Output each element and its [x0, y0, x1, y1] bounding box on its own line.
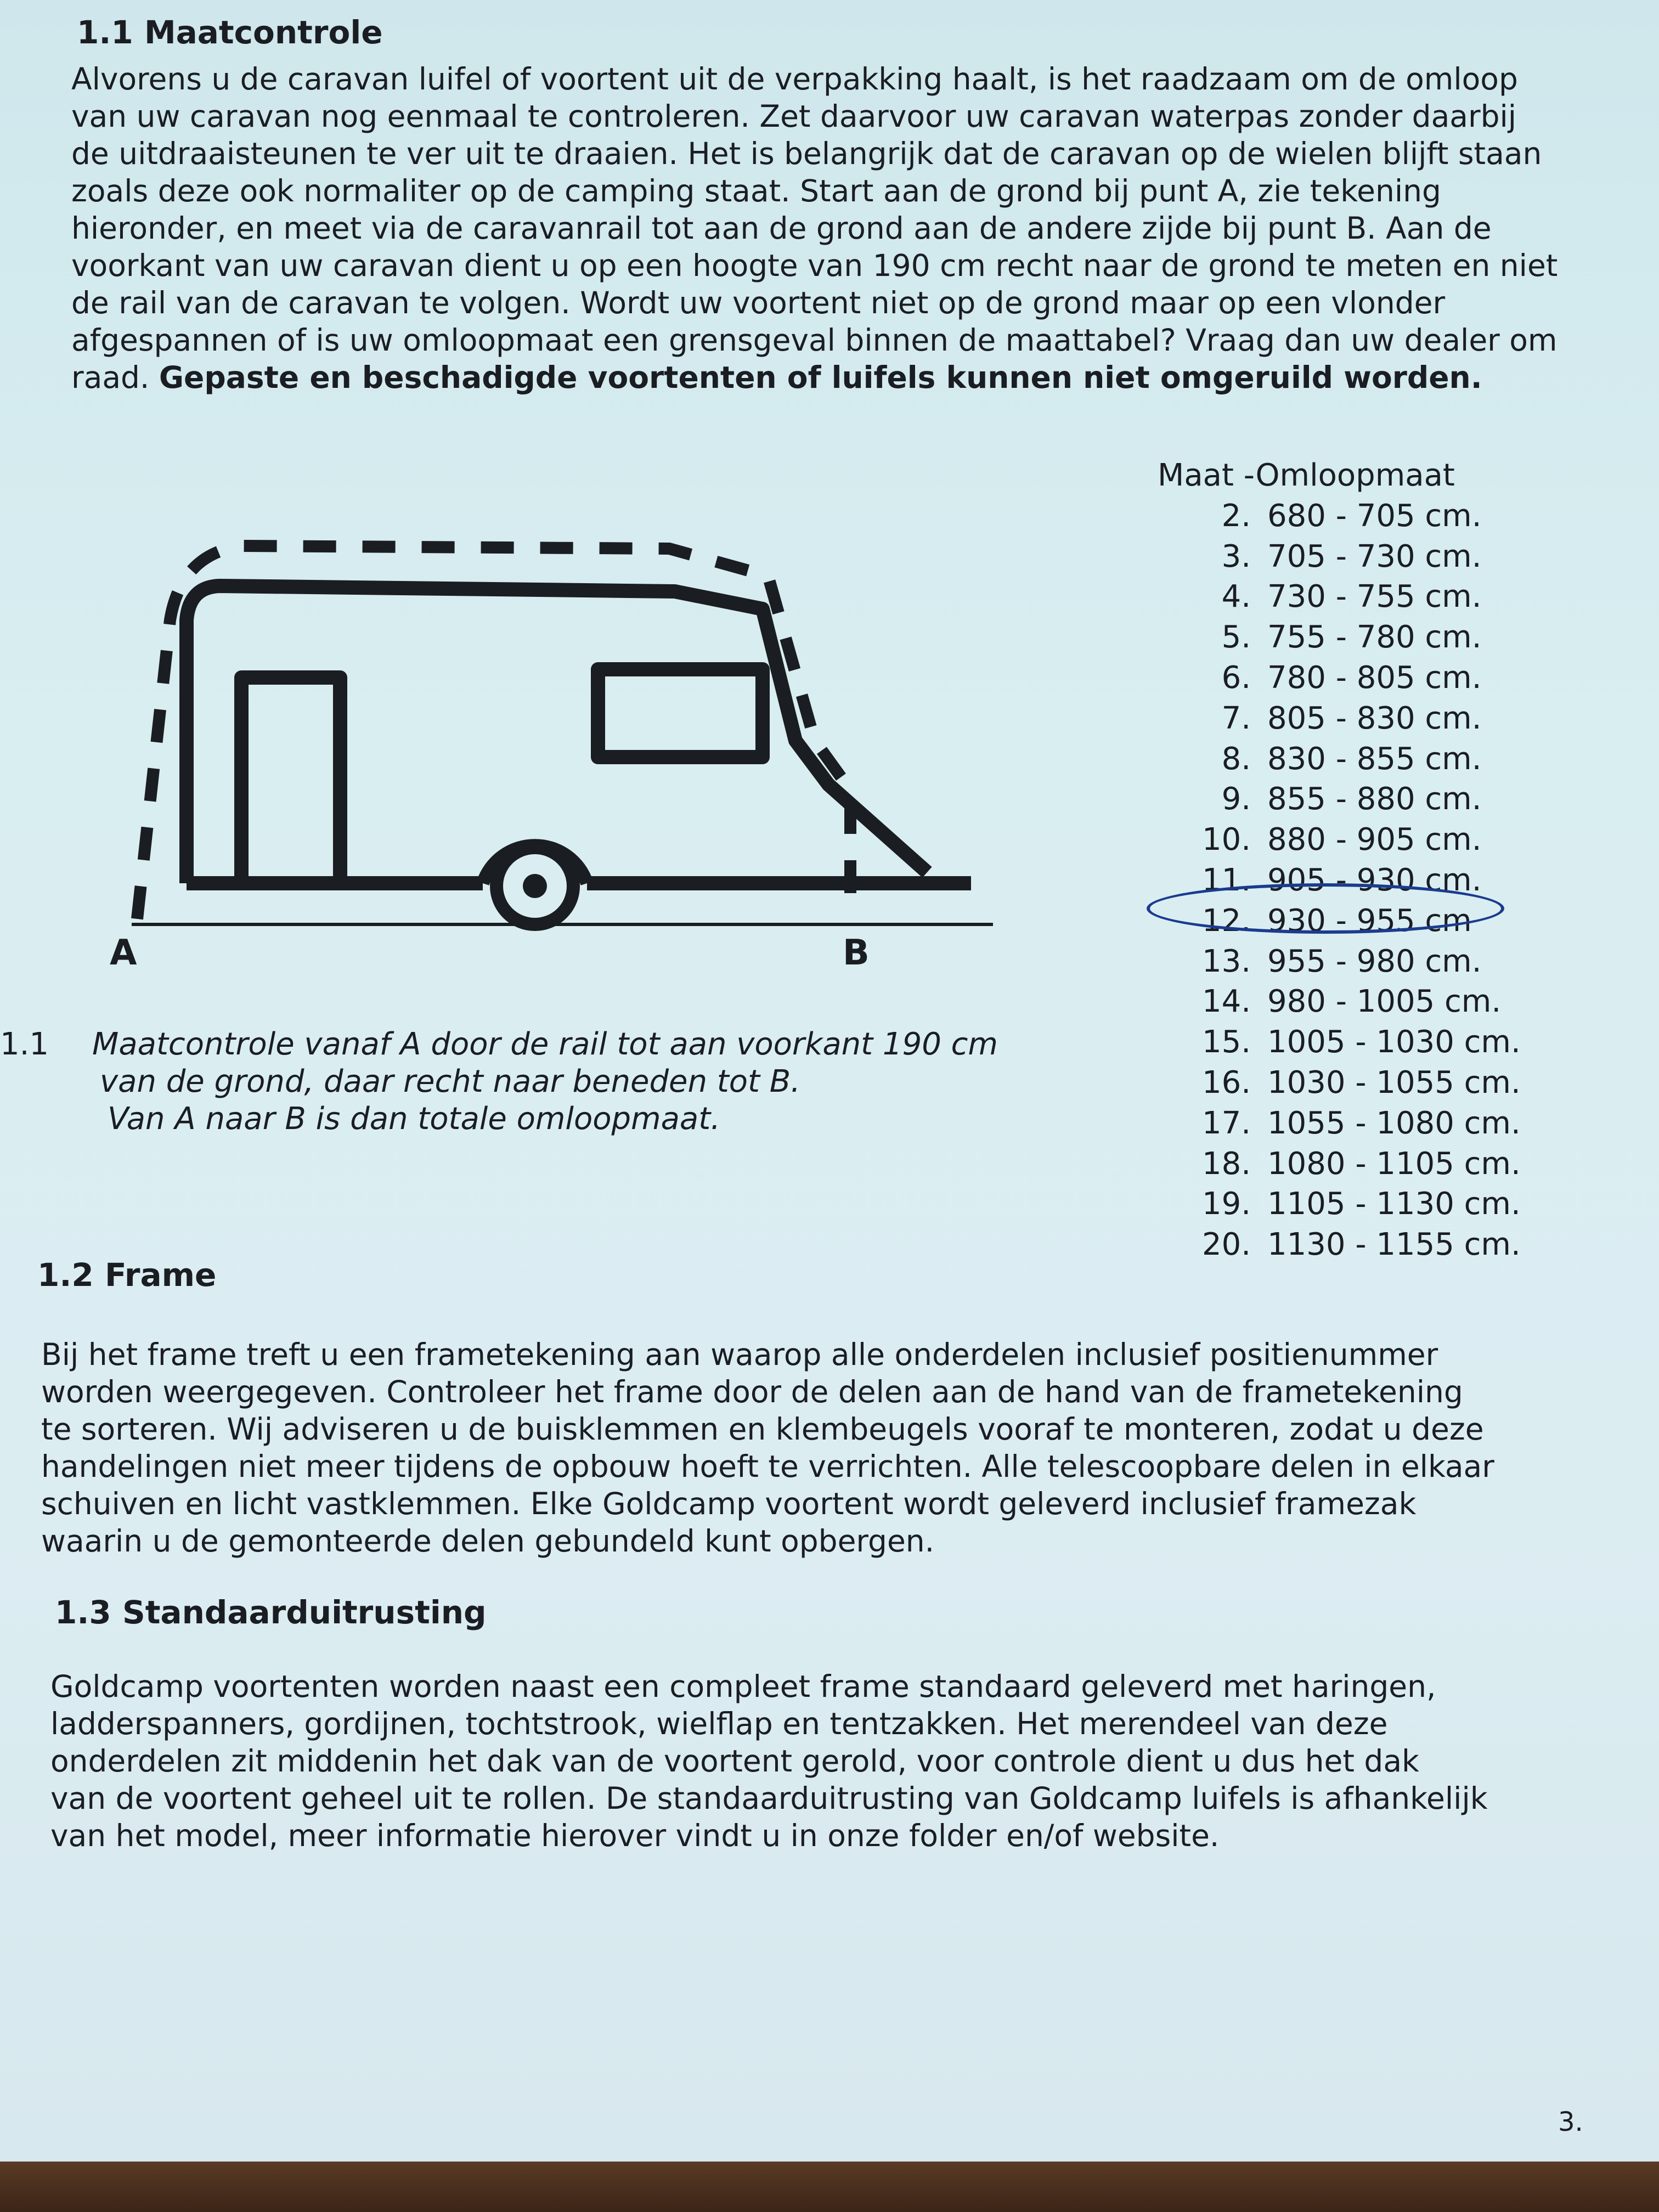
section-1-2-heading: 1.2 Frame: [37, 1256, 217, 1294]
table-row: [1147, 1224, 1521, 1265]
paragraph-line: van de voortent geheel uit te rollen. De standaarduitrusting van Goldcamp luifels is afhankelijk: [50, 1781, 1488, 1816]
range-cell: 1105 - 1130 cm.: [1267, 1186, 1521, 1222]
paragraph-line: hieronder, en meet via de caravanrail tot aan de grond aan de andere zijde bij punt B. Aan de: [71, 211, 1492, 246]
caption-line: van de grond, daar recht naar beneden tot B.: [100, 1064, 800, 1099]
paragraph-line: waarin u de gemonteerde delen gebundeld kunt opbergen.: [41, 1523, 935, 1559]
range-cell: 905 - 930 cm.: [1267, 862, 1482, 898]
range-cell: 1030 - 1055 cm.: [1267, 1064, 1521, 1101]
table-row: [1147, 617, 1521, 658]
paragraph-line: Bij het frame treft u een frametekening aan waarop alle onderdelen inclusief positienummer: [41, 1337, 1438, 1372]
maat-cell: 20.: [1201, 1227, 1251, 1263]
warning-text: Gepaste en beschadigde voortenten of luifels kunnen niet omgeruild worden.: [159, 360, 1482, 395]
paragraph-line: voorkant van uw caravan dient u op een hoogte van 190 cm recht naar de grond te meten en niet: [71, 248, 1558, 283]
maat-cell: 8.: [1221, 741, 1251, 777]
maat-cell: 6.: [1221, 659, 1251, 696]
maat-cell: 10.: [1201, 822, 1251, 858]
size-table-header: Maat -Omloopmaat: [1158, 458, 1455, 493]
maat-cell: 7.: [1221, 700, 1251, 736]
range-cell: 705 - 730 cm.: [1267, 538, 1482, 574]
maat-cell: 14.: [1201, 984, 1251, 1020]
range-cell: 980 - 1005 cm.: [1267, 984, 1502, 1020]
wheel: [483, 845, 587, 924]
section-1-1-paragraph: [71, 60, 1558, 396]
paragraph-line-last: [71, 359, 1558, 396]
point-a-label: A: [110, 933, 137, 973]
paragraph-line: van uw caravan nog eenmaal te controleren. Zet daarvoor uw caravan waterpas zonder daarbij: [71, 99, 1517, 134]
section-1-3-heading: 1.3 Standaarduitrusting: [55, 1594, 487, 1631]
paragraph-text: raad.: [71, 360, 150, 395]
range-cell: 805 - 830 cm.: [1267, 700, 1482, 736]
paragraph-line: handelingen niet meer tijdens de opbouw hoeft te verrichten. Alle telescoopbare delen in elkaar: [41, 1449, 1494, 1484]
size-table: [1147, 455, 1521, 1265]
table-row: [1147, 779, 1521, 820]
paragraph-line: te sorteren. Wij adviseren u de buisklemmen en klembeugels vooraf te monteren, zodat u deze: [41, 1412, 1484, 1447]
range-cell: 830 - 855 cm.: [1267, 741, 1482, 777]
range-cell: 955 - 980 cm.: [1267, 943, 1482, 979]
paragraph-line: zoals deze ook normaliter op de camping staat. Start aan de grond bij punt A, zie tekening: [71, 173, 1441, 208]
paragraph-line: Goldcamp voortenten worden naast een compleet frame standaard geleverd met haringen,: [50, 1669, 1436, 1704]
point-b-label: B: [843, 933, 870, 973]
caravan-body: [187, 586, 971, 883]
range-cell: 1055 - 1080 cm.: [1267, 1105, 1521, 1141]
table-surface: [0, 2162, 1659, 2212]
table-row: [1147, 1144, 1521, 1184]
section-1-1-heading: 1.1 Maatcontrole: [77, 14, 383, 51]
paragraph-line: afgespannen of is uw omloopmaat een grensgeval binnen de maattabel? Vraag dan uw dealer om: [71, 323, 1558, 358]
paragraph-line: ladderspanners, gordijnen, tochtstrook, wielflap en tentzakken. Het merendeel van deze: [50, 1706, 1388, 1741]
table-row: [1147, 1103, 1521, 1144]
page-number: 3.: [1558, 2107, 1583, 2137]
maat-cell: 19.: [1201, 1186, 1251, 1222]
maat-cell: 16.: [1201, 1064, 1251, 1101]
caption-number: 1.1: [0, 1026, 49, 1062]
table-row: [1147, 1184, 1521, 1224]
paragraph-line: onderdelen zit middenin het dak van de voortent gerold, voor controle dient u dus het dak: [50, 1743, 1419, 1779]
paragraph-line: worden weergegeven. Controleer het frame door de delen aan de hand van de frametekening: [41, 1374, 1463, 1409]
table-row: [1147, 658, 1521, 698]
paragraph-line: Alvorens u de caravan luifel of voortent uit de verpakking haalt, is het raadzaam om de omloop: [71, 61, 1518, 97]
paragraph-line: van het model, meer informatie hierover vindt u in onze folder en/of website.: [50, 1818, 1220, 1853]
caption-line: Maatcontrole vanaf A door de rail tot aan voorkant 190 cm: [92, 1026, 998, 1062]
section-1-2-paragraph: [41, 1336, 1494, 1560]
table-row: [1147, 577, 1521, 617]
handwritten-circle: [1147, 883, 1504, 934]
table-row: [1147, 739, 1521, 780]
table-row: [1147, 981, 1521, 1022]
maat-cell: 9.: [1221, 781, 1251, 817]
range-cell: 680 - 705 cm.: [1267, 498, 1482, 534]
range-cell: 930 - 955 cm: [1267, 902, 1472, 939]
table-row: [1147, 698, 1521, 739]
range-cell: 880 - 905 cm.: [1267, 822, 1482, 858]
table-row: [1147, 496, 1521, 537]
table-row: [1147, 1063, 1521, 1103]
maat-cell: 17.: [1201, 1105, 1251, 1141]
table-row: [1147, 820, 1521, 860]
maat-cell: 18.: [1201, 1146, 1251, 1182]
paragraph-line: de uitdraaisteunen te ver uit te draaien. Het is belangrijk dat de caravan op de wielen blijft staan: [71, 136, 1542, 171]
paragraph-line: de rail van de caravan te volgen. Wordt uw voortent niet op de grond maar op een vlonder: [71, 285, 1446, 320]
maat-cell: 15.: [1201, 1024, 1251, 1060]
maat-cell: 5.: [1221, 619, 1251, 656]
range-cell: 1080 - 1105 cm.: [1267, 1146, 1521, 1182]
diagram-caption: [0, 1026, 998, 1138]
maat-cell: 3.: [1221, 538, 1251, 574]
range-cell: 780 - 805 cm.: [1267, 659, 1482, 696]
table-row: [1147, 1022, 1521, 1063]
caravan-diagram: [99, 521, 1064, 977]
maat-cell: 12.: [1201, 902, 1251, 939]
range-cell: 1130 - 1155 cm.: [1267, 1227, 1521, 1263]
paragraph-line: schuiven en licht vastklemmen. Elke Goldcamp voortent wordt geleverd inclusief framezak: [41, 1486, 1417, 1521]
range-cell: 755 - 780 cm.: [1267, 619, 1482, 656]
range-cell: 855 - 880 cm.: [1267, 781, 1482, 817]
maat-cell: 2.: [1221, 498, 1251, 534]
maat-cell: 11.: [1201, 862, 1251, 898]
caption-line: Van A naar B is dan totale omloopmaat.: [108, 1101, 720, 1137]
table-row: [1147, 537, 1521, 577]
section-1-3-paragraph: [50, 1668, 1488, 1854]
range-cell: 730 - 755 cm.: [1267, 579, 1482, 615]
maat-cell: 13.: [1201, 943, 1251, 979]
table-row: [1147, 941, 1521, 982]
maat-cell: 4.: [1221, 579, 1251, 615]
range-cell: 1005 - 1030 cm.: [1267, 1024, 1521, 1060]
